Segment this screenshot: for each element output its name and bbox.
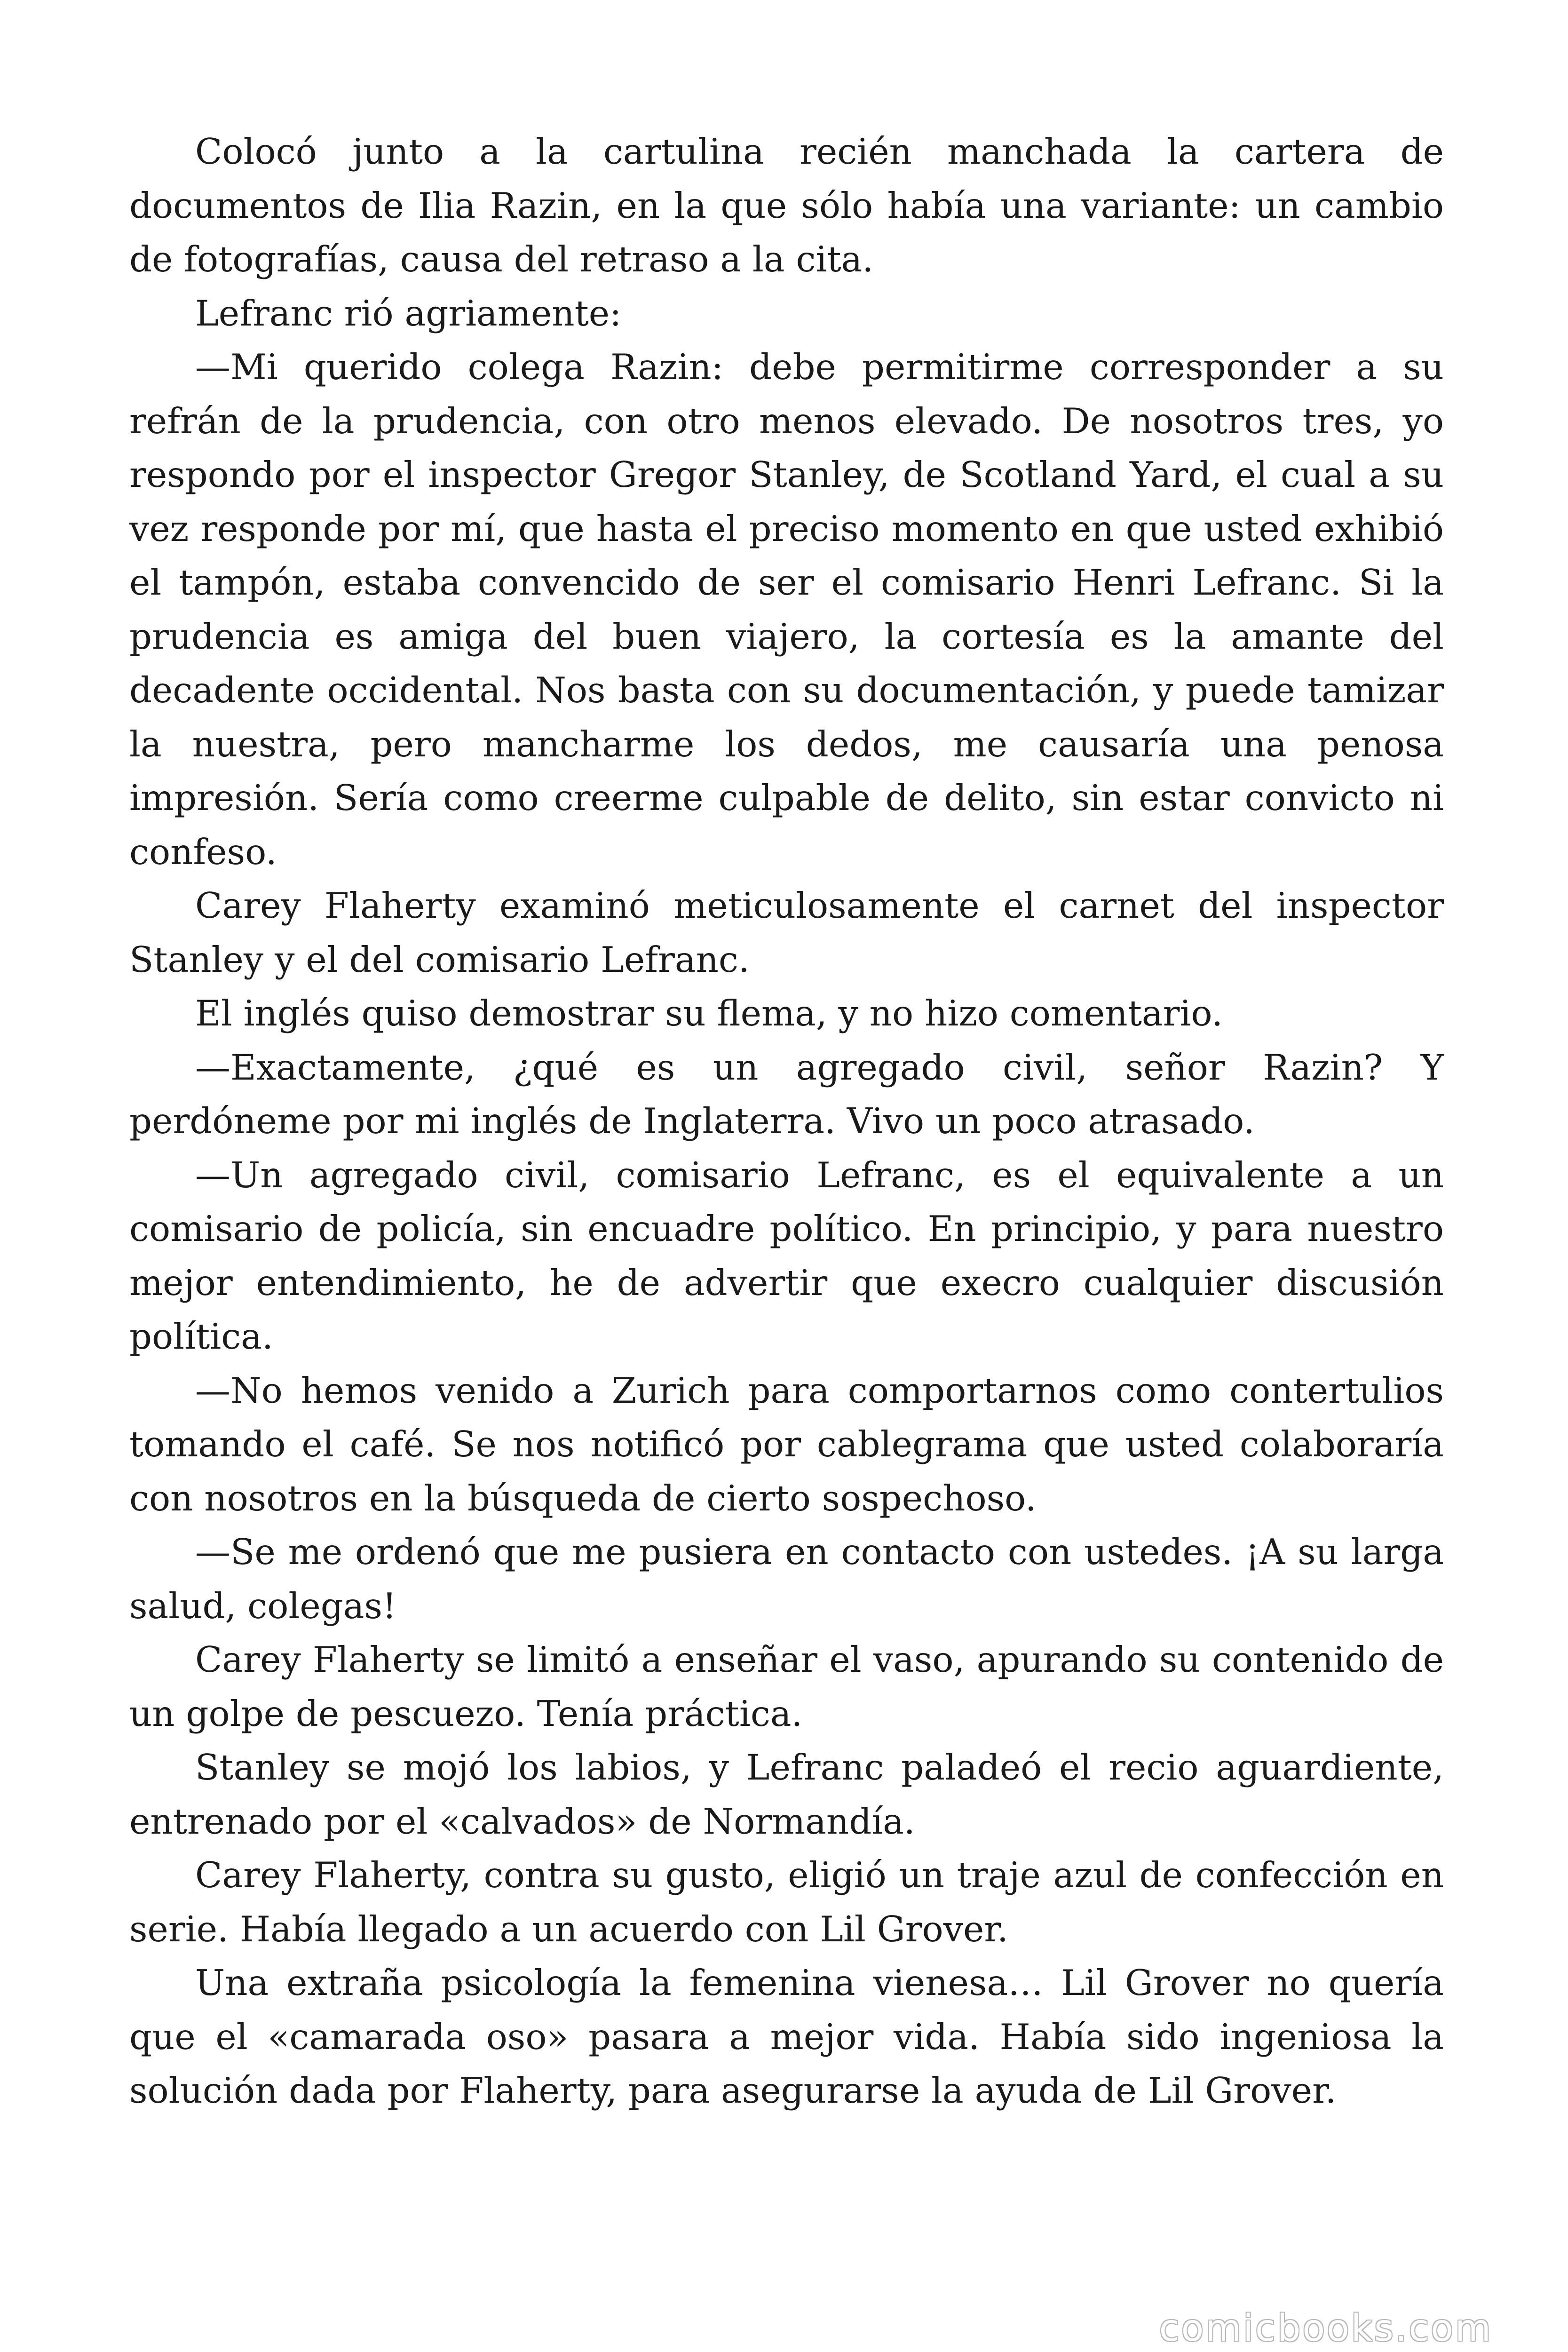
- paragraph: Colocó junto a la cartulina recién manchada la cartera de documentos de Ilia Razin, en la que sólo había una variante: un cambio de fotografías, causa del retraso a la cita.: [129, 131, 1444, 280]
- paragraph: —Un agregado civil, comisario Lefranc, es el equivalente a un comisario de policía, sin encuadre político. En principio, y para nuestro mejor entendimiento, he de advertir que execro cualquier discusión política.: [129, 1154, 1444, 1357]
- book-page-text: [129, 125, 1444, 2118]
- paragraph: Lefranc rió agriamente:: [195, 292, 622, 334]
- paragraph: —Mi querido colega Razin: debe permitirme corresponder a su refrán de la prudencia, con otro menos elevado. De nosotros tres, yo respondo por el inspector Gregor Stanley, de Scotland Yard, el cual a su vez responde por mí, que hasta el preciso momento en que usted exhibió el tampón, estaba convencido de ser el comisario Henri Lefranc. Si la prudencia es amiga del buen viajero, la cortesía es la amante del decadente occidental. Nos basta con su documentación, y puede tamizar la nuestra, pero mancharme los dedos, me causaría una penosa impresión. Sería como creerme culpable de delito, sin estar convicto ni confeso.: [129, 346, 1444, 873]
- paragraph: El inglés quiso demostrar su flema, y no hizo comentario.: [195, 993, 1223, 1034]
- paragraph: Stanley se mojó los labios, y Lefranc paladeó el recio aguardiente, entrenado por el «calvados» de Normandía.: [129, 1747, 1444, 1842]
- paragraph: Una extraña psicología la femenina vienesa… Lil Grover no quería que el «camarada oso» pasara a mejor vida. Había sido ingeniosa la solución dada por Flaherty, para asegurarse la ayuda de Lil Grover.: [129, 1962, 1444, 2111]
- paragraph: Carey Flaherty examinó meticulosamente el carnet del inspector Stanley y el del comisario Lefranc.: [129, 885, 1444, 980]
- watermark: comicbooks.com: [1159, 2307, 1493, 2350]
- paragraph: —Se me ordenó que me pusiera en contacto con ustedes. ¡A su larga salud, colegas!: [129, 1531, 1444, 1627]
- paragraph: Carey Flaherty se limitó a enseñar el vaso, apurando su contenido de un golpe de pescuezo. Tenía práctica.: [129, 1639, 1444, 1734]
- paragraph: —No hemos venido a Zurich para comportarnos como contertulios tomando el café. Se nos notificó por cablegrama que usted colaboraría con nosotros en la búsqueda de cierto sospechoso.: [129, 1369, 1444, 1519]
- paragraph: Carey Flaherty, contra su gusto, eligió un traje azul de confección en serie. Había llegado a un acuerdo con Lil Grover.: [129, 1854, 1444, 1950]
- paragraph: —Exactamente, ¿qué es un agregado civil, señor Razin? Y perdóneme por mi inglés de Inglaterra. Vivo un poco atrasado.: [129, 1046, 1444, 1142]
